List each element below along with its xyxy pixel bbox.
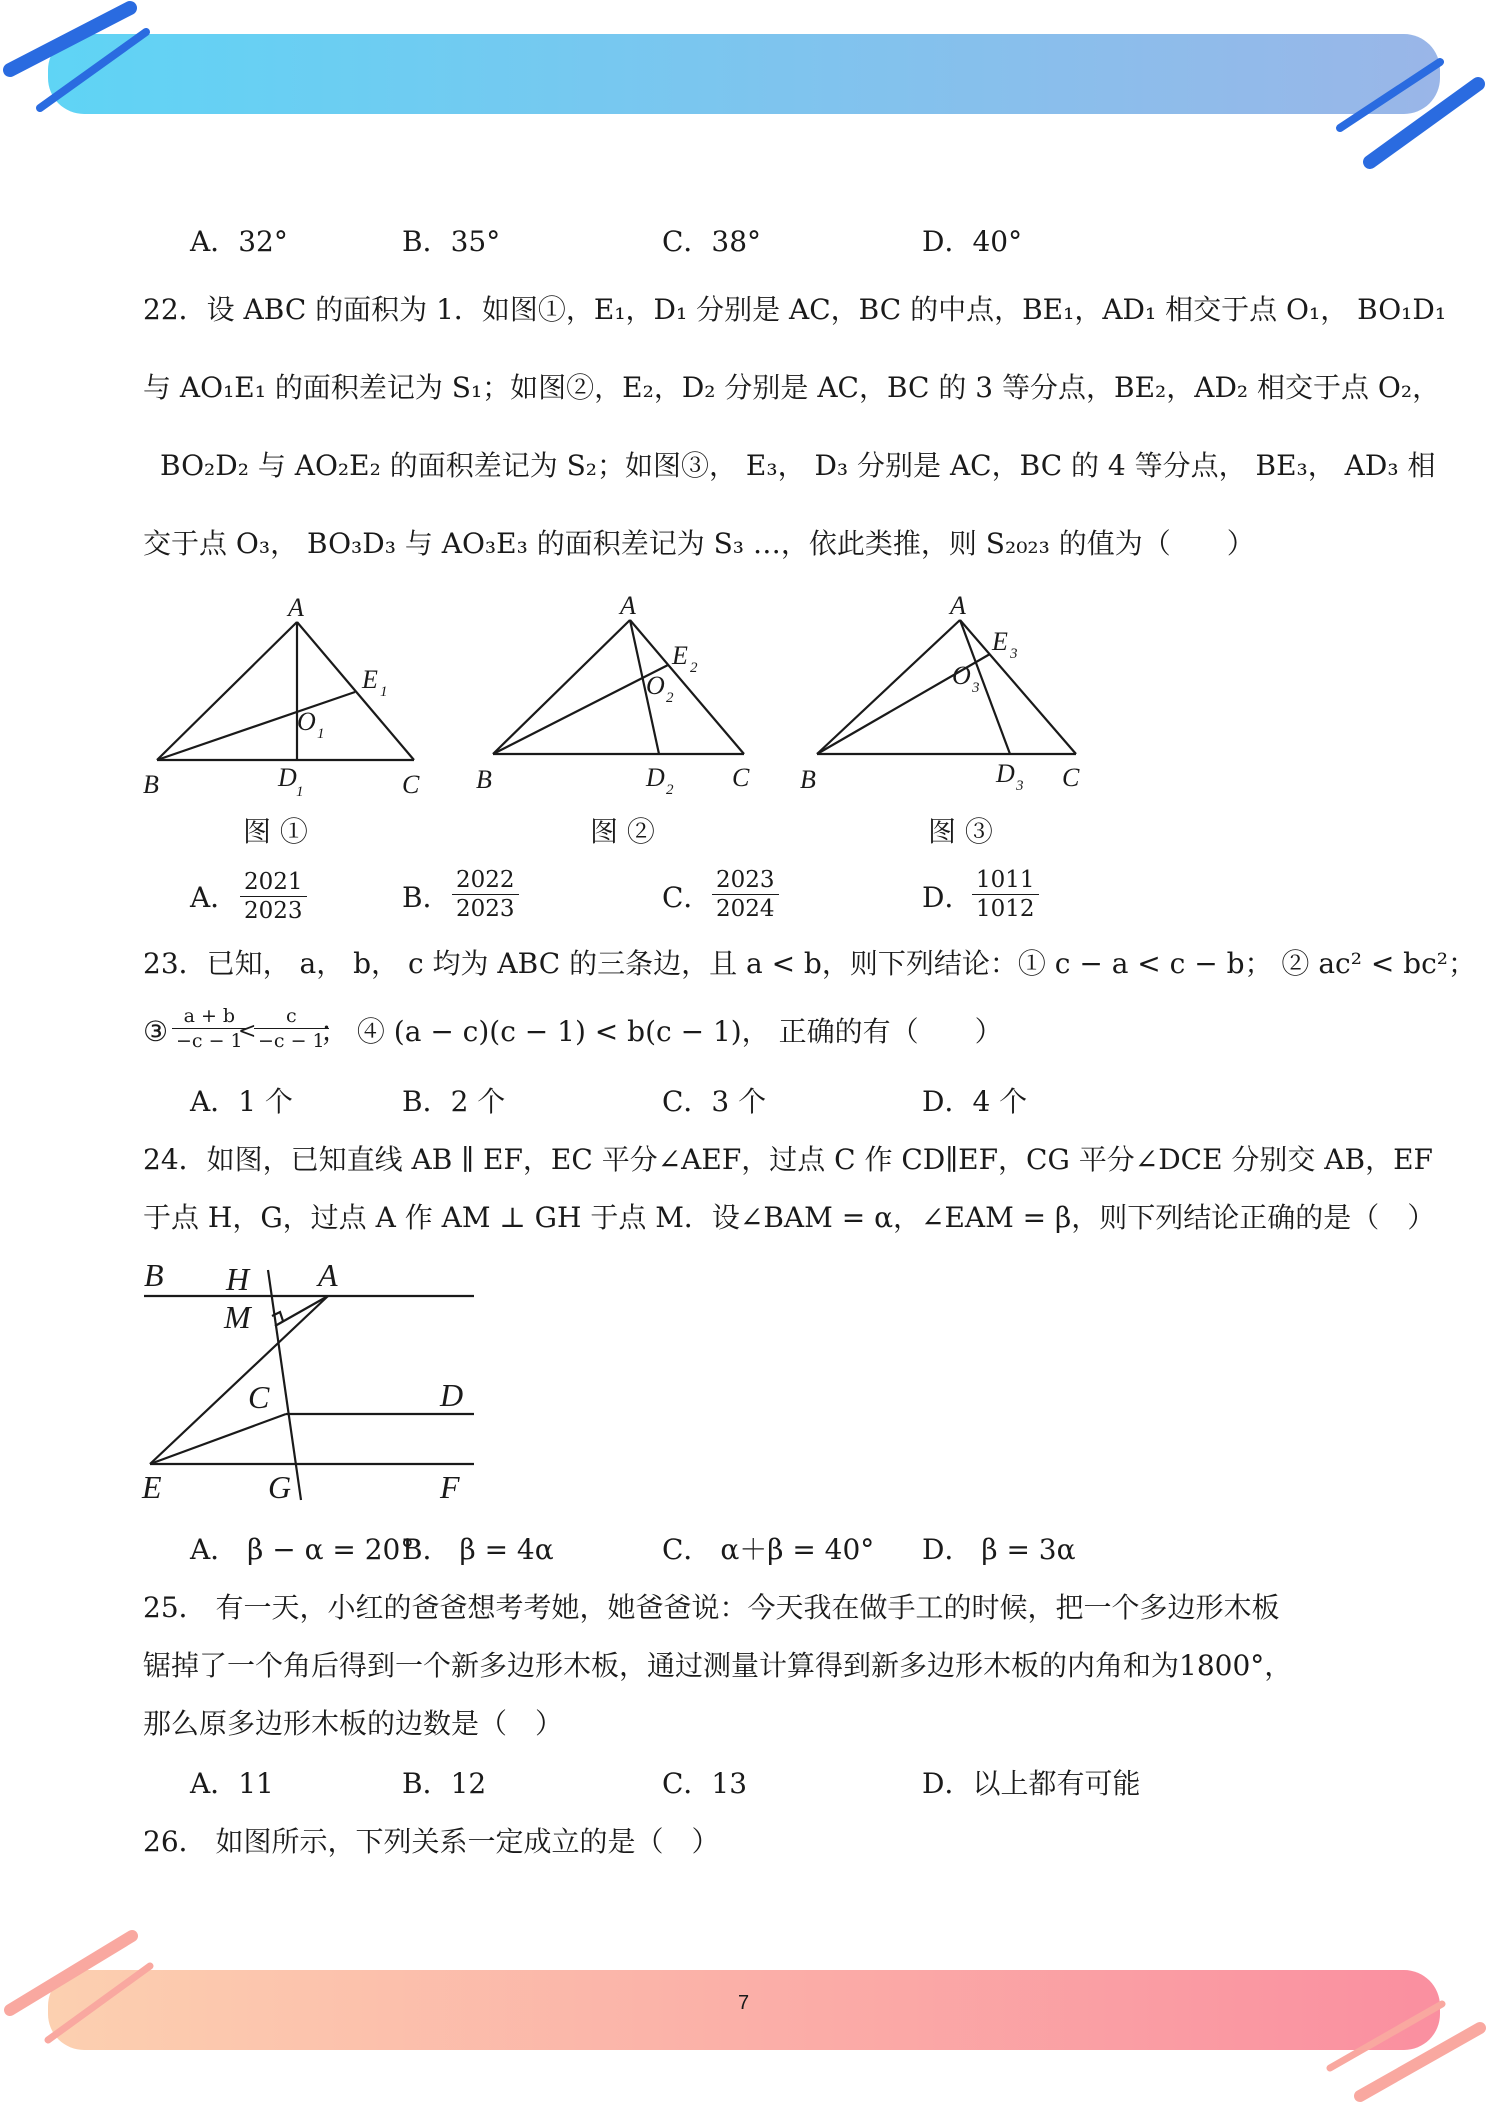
line-ec xyxy=(150,1414,286,1464)
q23-line-1: 23．已知， a， b， c 均为 ABC 的三条边，且 a < b，则下列结论：① c − a < c − b； ② ac² < bc²； xyxy=(143,947,1477,980)
q24-option-c: C． α＋β = 40° xyxy=(662,1533,875,1566)
q23-option-a: A．1 个 xyxy=(190,1085,293,1118)
q22-figure-1 xyxy=(140,594,440,814)
fig2-label-e: E xyxy=(672,641,688,670)
fig2-label-d: D xyxy=(646,763,665,792)
q26-line-1: 26． 如图所示，下列关系一定成立的是（ ） xyxy=(143,1825,720,1858)
q22-option-d-label: D． xyxy=(922,881,973,914)
fraction-numerator: a + b xyxy=(172,1004,247,1029)
q23-circled-3: ③ xyxy=(143,1015,169,1048)
fig2-label-b: B xyxy=(476,765,492,794)
q25-line-2: 锯掉了一个角后得到一个新多边形木板，通过测量计算得到新多边形木板的内角和为1800°， xyxy=(143,1649,1293,1682)
q22-option-a-fraction xyxy=(240,868,307,925)
q25-option-a: A．11 xyxy=(190,1767,274,1800)
fig1-label-e: E xyxy=(362,665,378,694)
fraction-numerator: 2021 xyxy=(240,868,307,897)
fraction-denominator: 2024 xyxy=(716,896,775,922)
fig1-side-ac xyxy=(297,622,414,760)
fraction-denominator: 1012 xyxy=(976,896,1035,922)
q24-label-a: A xyxy=(318,1257,338,1293)
fraction-denominator: 2023 xyxy=(244,898,303,924)
q21-option-d: D．40° xyxy=(922,225,1023,258)
fig1-sub-e: 1 xyxy=(380,684,388,700)
fig1-sub-o: 1 xyxy=(317,726,325,742)
figure-caption-2: 图 ② xyxy=(590,815,655,848)
fig2-label-a: A xyxy=(620,594,636,620)
fig3-label-a: A xyxy=(950,594,966,620)
q21-option-c: C．38° xyxy=(662,225,762,258)
fraction-numerator: 1011 xyxy=(972,866,1039,895)
q24-line-1: 24．如图，已知直线 AB ∥ EF，EC 平分∠AEF，过点 C 作 CD∥EF，CG 平分∠DCE 分别交 AB，EF xyxy=(143,1143,1433,1176)
q23-less-than: < xyxy=(238,1019,257,1044)
q22-option-c-label: C． xyxy=(662,881,712,914)
q21-option-a: A．32° xyxy=(190,225,288,258)
fig2-line-be xyxy=(493,665,668,754)
q24-label-b: B xyxy=(144,1257,164,1293)
q22-figure-3 xyxy=(800,594,1100,814)
q22-option-a-label: A． xyxy=(190,881,239,914)
fig1-median-be xyxy=(157,692,355,760)
fig1-label-a: A xyxy=(288,594,304,622)
fig3-label-d: D xyxy=(996,759,1015,788)
fig1-label-b: B xyxy=(143,770,159,799)
fig3-sub-o: 3 xyxy=(972,680,980,696)
q24-label-d: D xyxy=(440,1377,464,1413)
q24-label-m: M xyxy=(224,1299,251,1335)
fig2-sub-e: 2 xyxy=(690,660,698,676)
q22-line-4: 交于点 O₃， BO₃D₃ 与 AO₃E₃ 的面积差记为 S₃ …，依此类推，则 S₂₀₂₃ 的值为（ ） xyxy=(143,527,1255,560)
line-hg xyxy=(268,1270,301,1500)
q22-option-c-fraction xyxy=(712,866,779,923)
fig3-label-e: E xyxy=(992,627,1008,656)
q22-option-b-label: B． xyxy=(402,881,451,914)
fraction-denominator: −c − 1 xyxy=(176,1030,243,1052)
q24-option-b: B． β = 4α xyxy=(402,1533,554,1566)
fraction-denominator: −c − 1 xyxy=(258,1030,325,1052)
page-number: 7 xyxy=(738,1992,750,2014)
q22-option-b-fraction xyxy=(452,866,519,923)
fig2-label-c: C xyxy=(732,763,750,792)
q24-label-f: F xyxy=(440,1469,460,1505)
fig3-side-ab xyxy=(817,620,960,754)
fig1-label-o: O xyxy=(297,707,316,736)
q24-line-2: 于点 H，G，过点 A 作 AM ⊥ GH 于点 M．设∠BAM = α，∠EAM = β，则下列结论正确的是（ ） xyxy=(143,1201,1436,1234)
q23-fraction-right xyxy=(254,1004,329,1053)
q22-figure-2 xyxy=(476,594,776,814)
fig3-label-c: C xyxy=(1062,763,1080,792)
fig1-sub-d: 1 xyxy=(296,784,304,800)
q24-label-c: C xyxy=(248,1379,270,1415)
fraction-numerator: c xyxy=(254,1004,329,1029)
q23-option-b: B．2 个 xyxy=(402,1085,506,1118)
q23-option-c: C．3 个 xyxy=(662,1085,767,1118)
fig2-sub-d: 2 xyxy=(666,782,674,798)
q25-option-c: C．13 xyxy=(662,1767,748,1800)
q25-line-1: 25． 有一天，小红的爸爸想考考她，她爸爸说：今天我在做手工的时候，把一个多边形木板 xyxy=(143,1591,1280,1624)
fig1-side-ab xyxy=(157,622,297,760)
q24-figure xyxy=(138,1250,478,1510)
fig2-label-o: O xyxy=(646,671,665,700)
fig2-sub-o: 2 xyxy=(666,690,674,706)
q24-label-g: G xyxy=(268,1469,292,1505)
fraction-denominator: 2023 xyxy=(456,896,515,922)
q24-option-d: D． β = 3α xyxy=(922,1533,1076,1566)
q25-line-3: 那么原多边形木板的边数是（ ） xyxy=(143,1707,564,1740)
figure-caption-1: 图 ① xyxy=(243,815,308,848)
q24-label-e: E xyxy=(142,1469,162,1505)
fig3-label-b: B xyxy=(800,765,816,794)
fig1-label-d: D xyxy=(278,763,297,792)
fig3-sub-d: 3 xyxy=(1016,778,1024,794)
q22-option-d-fraction xyxy=(972,866,1039,923)
q24-label-h: H xyxy=(226,1261,250,1297)
q25-option-d: D．以上都有可能 xyxy=(922,1767,1141,1800)
q22-line-1: 22．设 ABC 的面积为 1．如图①，E₁，D₁ 分别是 AC，BC 的中点，BE₁，AD₁ 相交于点 O₁， BO₁D₁ xyxy=(143,293,1447,326)
fraction-numerator: 2022 xyxy=(452,866,519,895)
q23-option-d: D．4 个 xyxy=(922,1085,1028,1118)
fig1-label-c: C xyxy=(402,770,420,799)
fig3-sub-e: 3 xyxy=(1010,646,1018,662)
q24-option-a: A． β − α = 20° xyxy=(190,1533,415,1566)
q23-fraction-left xyxy=(172,1004,247,1053)
q23-line-2-rest: ； ④ (a − c)(c − 1) < b(c − 1)， 正确的有（ ） xyxy=(320,1015,1003,1048)
q25-option-b: B．12 xyxy=(402,1767,487,1800)
fig2-side-ab xyxy=(493,620,630,754)
header-banner xyxy=(0,0,1488,180)
fig3-label-o: O xyxy=(952,661,971,690)
q21-option-b: B．35° xyxy=(402,225,501,258)
q22-line-3: BO₂D₂ 与 AO₂E₂ 的面积差记为 S₂；如图③， E₃， D₃ 分别是 AC，BC 的 4 等分点， BE₃， AD₃ 相 xyxy=(160,449,1436,482)
fraction-numerator: 2023 xyxy=(712,866,779,895)
figure-caption-3: 图 ③ xyxy=(928,815,993,848)
q22-line-2: 与 AO₁E₁ 的面积差记为 S₁；如图②，E₂，D₂ 分别是 AC，BC 的 3 等分点，BE₂，AD₂ 相交于点 O₂， xyxy=(143,371,1441,404)
